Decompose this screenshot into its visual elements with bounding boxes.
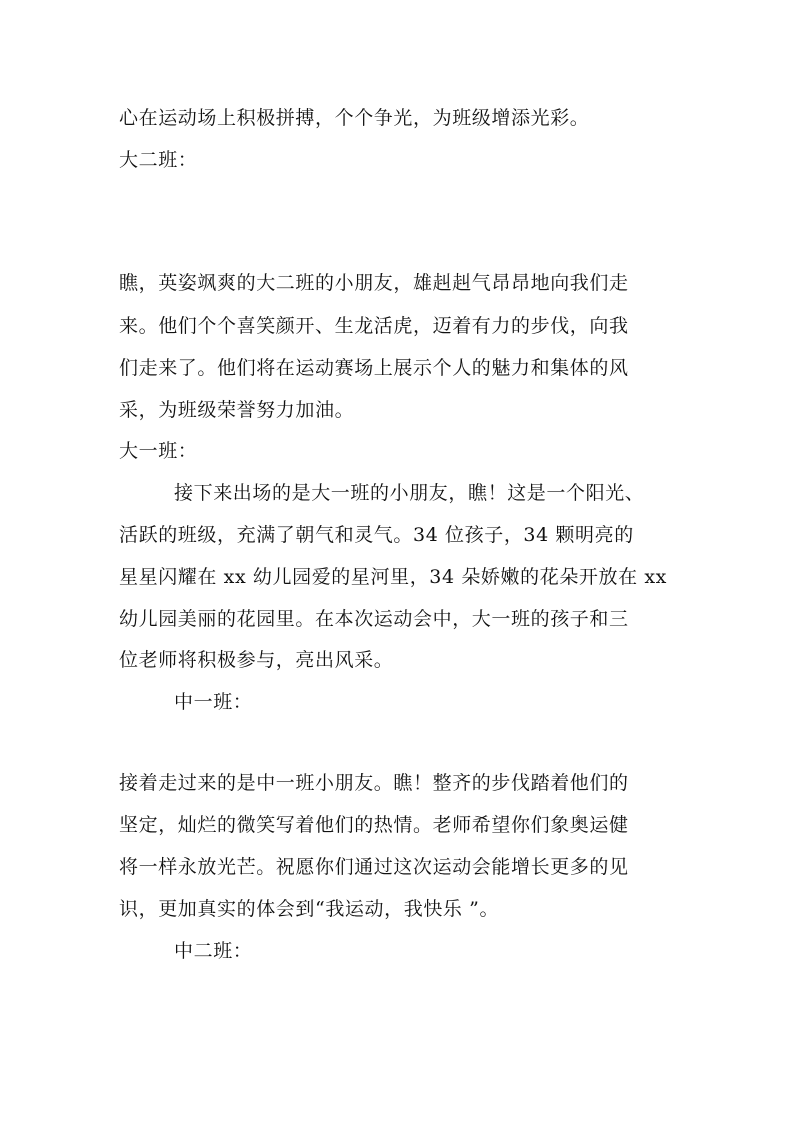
paragraph-line: 活跃的班级，充满了朝气和灵气。34 位孩子，34 颗明亮的 (119, 524, 634, 546)
section-heading-zhong-er-ban: 中二班： (174, 940, 253, 962)
paragraph-line: 来。他们个个喜笑颜开、生龙活虎，迈着有力的步伐，向我 (119, 315, 629, 337)
paragraph-line: 位老师将积极参与，亮出风采。 (119, 649, 394, 671)
paragraph-line: 接下来出场的是大一班的小朋友，瞧！这是一个阳光、 (174, 482, 645, 504)
paragraph-line: 瞧，英姿飒爽的大二班的小朋友，雄赳赳气昂昂地向我们走 (119, 272, 629, 294)
section-heading-zhong-yi-ban: 中一班： (174, 691, 253, 713)
paragraph-line: 接着走过来的是中一班小朋友。瞧！整齐的步伐踏着他们的 (119, 772, 629, 794)
paragraph-line: 将一样永放光芒。祝愿你们通过这次运动会能增长更多的见 (119, 856, 629, 878)
section-heading-da-er-ban: 大二班： (119, 149, 198, 171)
paragraph-line: 幼儿园美丽的花园里。在本次运动会中，大一班的孩子和三 (119, 608, 629, 630)
section-heading-da-yi-ban: 大一班： (119, 440, 198, 462)
paragraph-line: 坚定，灿烂的微笑写着他们的热情。老师希望你们象奥运健 (119, 814, 629, 836)
paragraph-line: 心在运动场上积极拼搏，个个争光，为班级增添光彩。 (119, 107, 590, 129)
paragraph-line: 采，为班级荣誉努力加油。 (119, 399, 355, 421)
paragraph-line: 识，更加真实的体会到“我运动，我快乐 ”。 (119, 898, 500, 920)
paragraph-line: 星星闪耀在 xx 幼儿园爱的星河里，34 朵娇嫩的花朵开放在 xx (119, 566, 667, 588)
paragraph-line: 们走来了。他们将在运动赛场上展示个人的魅力和集体的风 (119, 357, 629, 379)
